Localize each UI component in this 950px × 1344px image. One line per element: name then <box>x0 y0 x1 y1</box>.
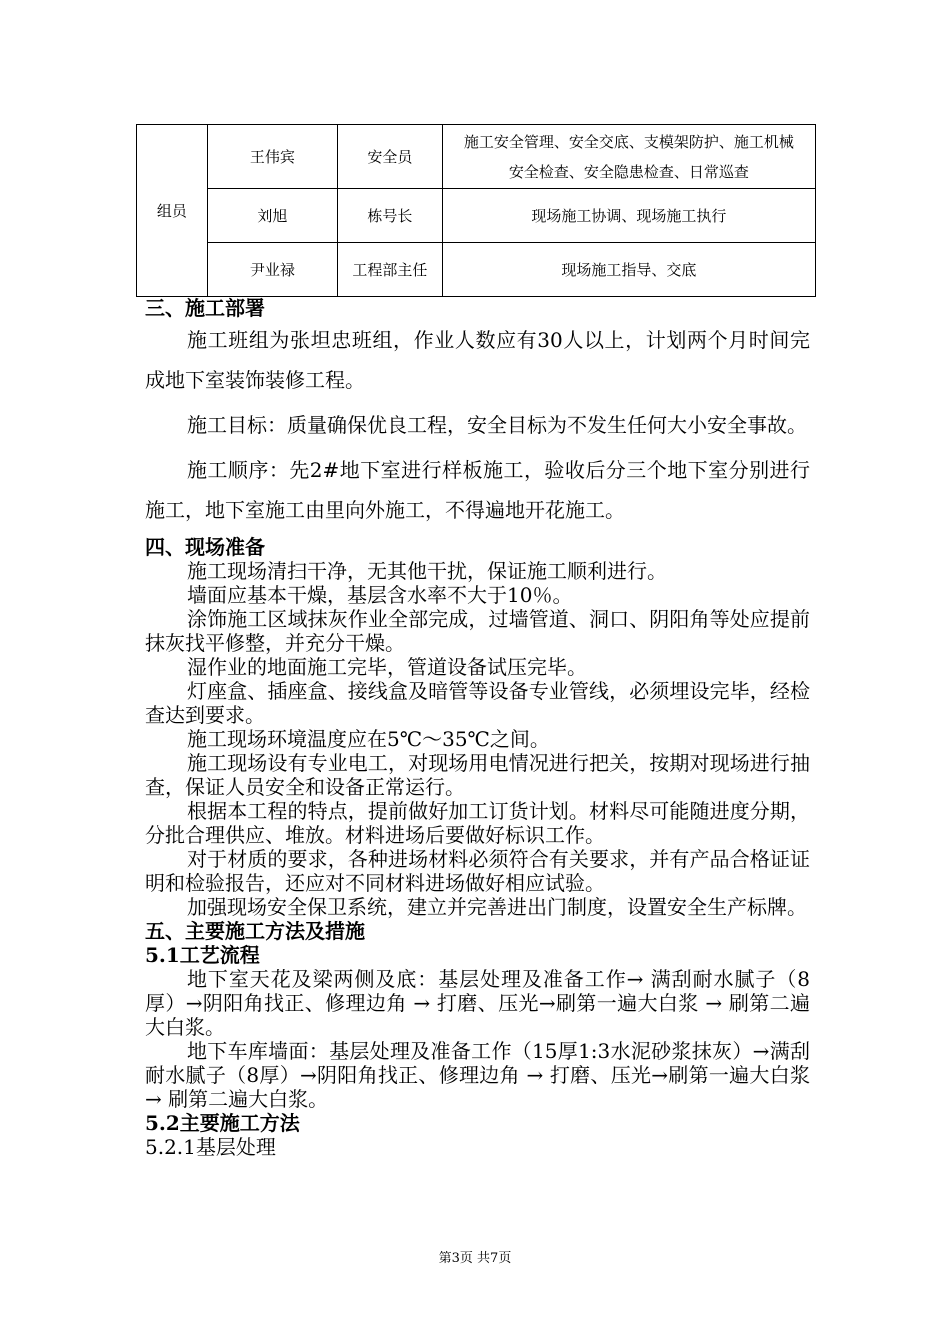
paragraph: 湿作业的地面施工完毕，管道设备试压完毕。 <box>187 655 587 679</box>
staff-table <box>136 124 816 297</box>
table-row <box>137 189 816 243</box>
duty-cell: 现场施工协调、现场施工执行 <box>442 189 815 243</box>
name-cell: 王伟宾 <box>207 125 337 189</box>
section-heading: 五、主要施工方法及措施 <box>145 919 365 943</box>
name-cell: 尹业禄 <box>207 243 337 297</box>
section-heading: 三、施工部署 <box>145 296 265 320</box>
document-body <box>145 296 810 1159</box>
table-row <box>137 125 816 189</box>
paragraph: 墙面应基本干燥，基层含水率不大于10％。 <box>187 583 573 607</box>
subsection-heading: 5.1工艺流程 <box>145 943 260 967</box>
paragraph: 地下室天花及梁两侧及底：基层处理及准备工作→ 满刮耐水腻子（8厚）→阴阳角找正、修理边角 → 打磨、压光→刷第一遍大白浆 → 刷第二遍大白浆。 <box>145 967 810 1039</box>
duty-cell <box>442 125 815 189</box>
paragraph: 施工现场清扫干净，无其他干扰，保证施工顺利进行。 <box>187 559 667 583</box>
name-cell: 刘旭 <box>207 189 337 243</box>
paragraph: 施工现场环境温度应在5℃～35℃之间。 <box>187 727 550 751</box>
role-cell: 工程部主任 <box>338 243 443 297</box>
duty-cell: 现场施工指导、交底 <box>442 243 815 297</box>
section-heading: 四、现场准备 <box>145 535 265 559</box>
subsection-heading: 5.2主要施工方法 <box>145 1111 300 1135</box>
group-label-cell: 组员 <box>137 125 208 297</box>
duty-line: 施工安全管理、安全交底、支模架防护、施工机械 <box>463 132 794 151</box>
paragraph: 施工现场设有专业电工，对现场用电情况进行把关，按期对现场进行抽查，保证人员安全和设备正常运行。 <box>145 751 810 799</box>
paragraph: 根据本工程的特点，提前做好加工订货计划。材料尽可能随进度分期，分批合理供应、堆放。材料进场后要做好标识工作。 <box>145 799 810 847</box>
duty-line: 安全检查、安全隐患检查、日常巡查 <box>508 162 749 181</box>
subsubsection-heading: 5.2.1基层处理 <box>145 1135 276 1159</box>
paragraph: 涂饰施工区域抹灰作业全部完成，过墙管道、洞口、阴阳角等处应提前抹灰找平修整，并充分干燥。 <box>145 607 810 655</box>
paragraph: 加强现场安全保卫系统，建立并完善进出门制度，设置安全生产标牌。 <box>187 895 807 919</box>
paragraph: 施工目标：质量确保优良工程，安全目标为不发生任何大小安全事故。 <box>187 413 807 437</box>
paragraph: 地下车库墙面：基层处理及准备工作（15厚1:3水泥砂浆抹灰）→满刮耐水腻子（8厚）→阴阳角找正、修理边角 → 打磨、压光→刷第一遍大白浆 → 刷第二遍大白浆。 <box>145 1039 810 1111</box>
table-row <box>137 243 816 297</box>
page-footer: 第3页 共7页 <box>438 1251 512 1266</box>
paragraph: 灯座盒、插座盒、接线盒及暗管等设备专业管线，必须埋设完毕，经检查达到要求。 <box>145 679 810 727</box>
role-cell: 栋号长 <box>338 189 443 243</box>
paragraph: 施工班组为张坦忠班组，作业人数应有30人以上，计划两个月时间完成地下室装饰装修工程。 <box>145 328 810 392</box>
paragraph: 对于材质的要求，各种进场材料必须符合有关要求，并有产品合格证证明和检验报告，还应对不同材料进场做好相应试验。 <box>145 847 810 895</box>
role-cell: 安全员 <box>338 125 443 189</box>
paragraph: 施工顺序：先2#地下室进行样板施工，验收后分三个地下室分别进行施工，地下室施工由里向外施工，不得遍地开花施工。 <box>145 458 810 522</box>
